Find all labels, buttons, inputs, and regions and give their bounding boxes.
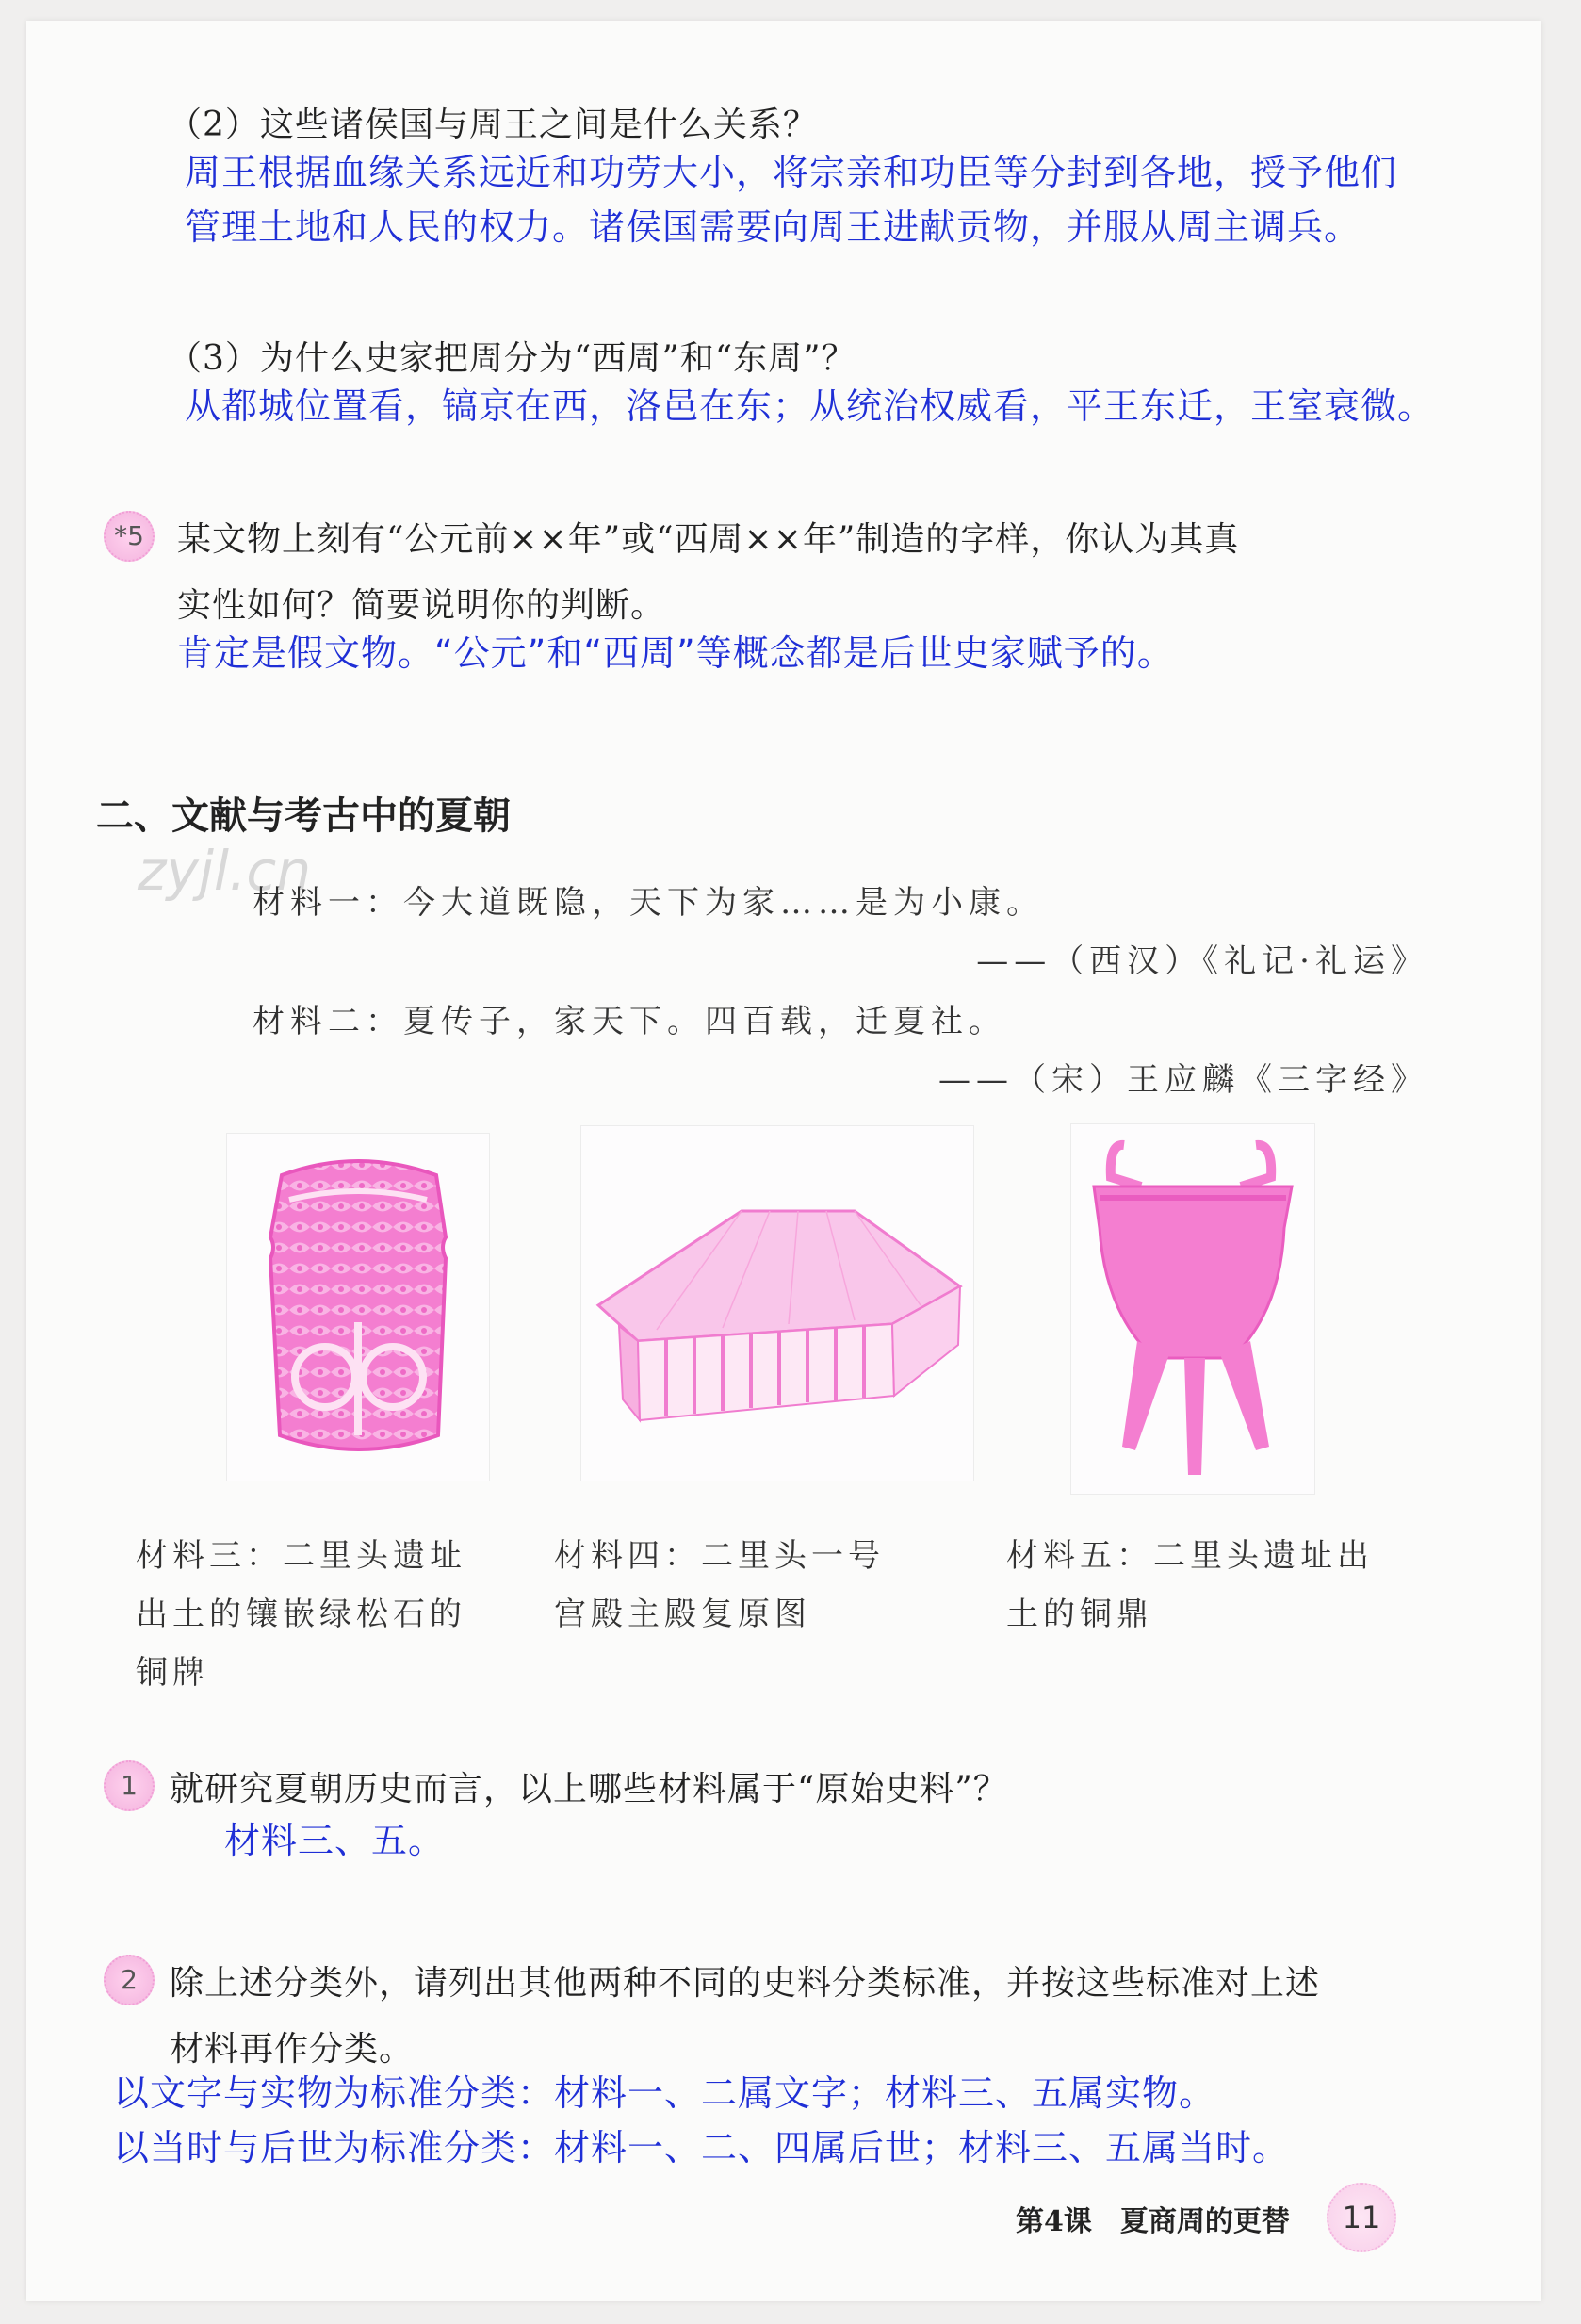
textbook-page bbox=[26, 21, 1541, 2301]
bronze-plaque-image bbox=[226, 1133, 490, 1481]
material-1-source: ——（西汉）《礼记·礼运》 bbox=[976, 942, 1428, 980]
exercise-2-answer-line1: 以文字与实物为标准分类：材料一、二属文字；材料三、五属实物。 bbox=[113, 2072, 1216, 2114]
caption-material-3: 材料三：二里头遗址出土的镶嵌绿松石的铜牌 bbox=[136, 1537, 466, 1692]
answer-3: 从都城位置看，镐京在西，洛邑在东；从统治权威看，平王东迁，王室衰微。 bbox=[185, 385, 1435, 427]
caption-material-4: 材料四：二里头一号宫殿主殿复原图 bbox=[554, 1537, 885, 1633]
palace-illustration bbox=[581, 1126, 973, 1481]
question-5-line1: 某文物上刻有“公元前××年”或“西周××年”制造的字样，你认为其真 bbox=[177, 520, 1240, 559]
exercise-1-question: 就研究夏朝历史而言，以上哪些材料属于“原始史料”？ bbox=[170, 1770, 1008, 1808]
answer-2-line2: 管理土地和人民的权力。诸侯国需要向周王进献贡物，并服从周主调兵。 bbox=[185, 206, 1361, 248]
exercise-badge-5: *5 bbox=[104, 511, 155, 562]
material-1: 材料一：今大道既隐，天下为家……是为小康。 bbox=[253, 884, 1044, 922]
question-2: （2）这些诸侯国与周王之间是什么关系？ bbox=[168, 106, 818, 144]
answer-5: 肯定是假文物。“公元”和“西周”等概念都是后世史家赋予的。 bbox=[177, 632, 1174, 674]
section-heading: 二、文献与考古中的夏朝 bbox=[96, 794, 511, 838]
exercise-2-answer-line2: 以当时与后世为标准分类：材料一、二、四属后世；材料三、五属当时。 bbox=[113, 2127, 1290, 2169]
exercise-2-question-line1: 除上述分类外，请列出其他两种不同的史料分类标准，并按这些标准对上述 bbox=[170, 1964, 1321, 2003]
lesson-title: 第4课 夏商周的更替 bbox=[1016, 2205, 1290, 2238]
exercise-badge-2: 2 bbox=[104, 1955, 155, 2005]
page-number: 11 bbox=[1327, 2183, 1396, 2252]
question-3: （3）为什么史家把周分为“西周”和“东周”？ bbox=[168, 339, 856, 378]
answer-2-line1: 周王根据血缘关系远近和功劳大小，将宗亲和功臣等分封到各地，授予他们 bbox=[185, 152, 1398, 193]
exercise-2-question-line2: 材料再作分类。 bbox=[170, 2030, 415, 2069]
bronze-ding-image bbox=[1070, 1123, 1315, 1495]
palace-reconstruction-image bbox=[580, 1125, 974, 1481]
exercise-1-answer: 材料三、五。 bbox=[224, 1820, 446, 1861]
caption-material-5: 材料五：二里头遗址出土的铜鼎 bbox=[1006, 1537, 1374, 1633]
bronze-ding-illustration bbox=[1071, 1124, 1314, 1494]
material-2-source: ——（宋）王应麟《三字经》 bbox=[938, 1061, 1428, 1099]
watermark: zyjl.cn bbox=[138, 839, 312, 903]
material-2: 材料二：夏传子，家天下。四百载，迁夏社。 bbox=[253, 1003, 1006, 1040]
bronze-plaque-illustration bbox=[227, 1134, 489, 1481]
exercise-badge-1: 1 bbox=[104, 1760, 155, 1811]
question-5-line2: 实性如何？简要说明你的判断。 bbox=[177, 586, 666, 625]
